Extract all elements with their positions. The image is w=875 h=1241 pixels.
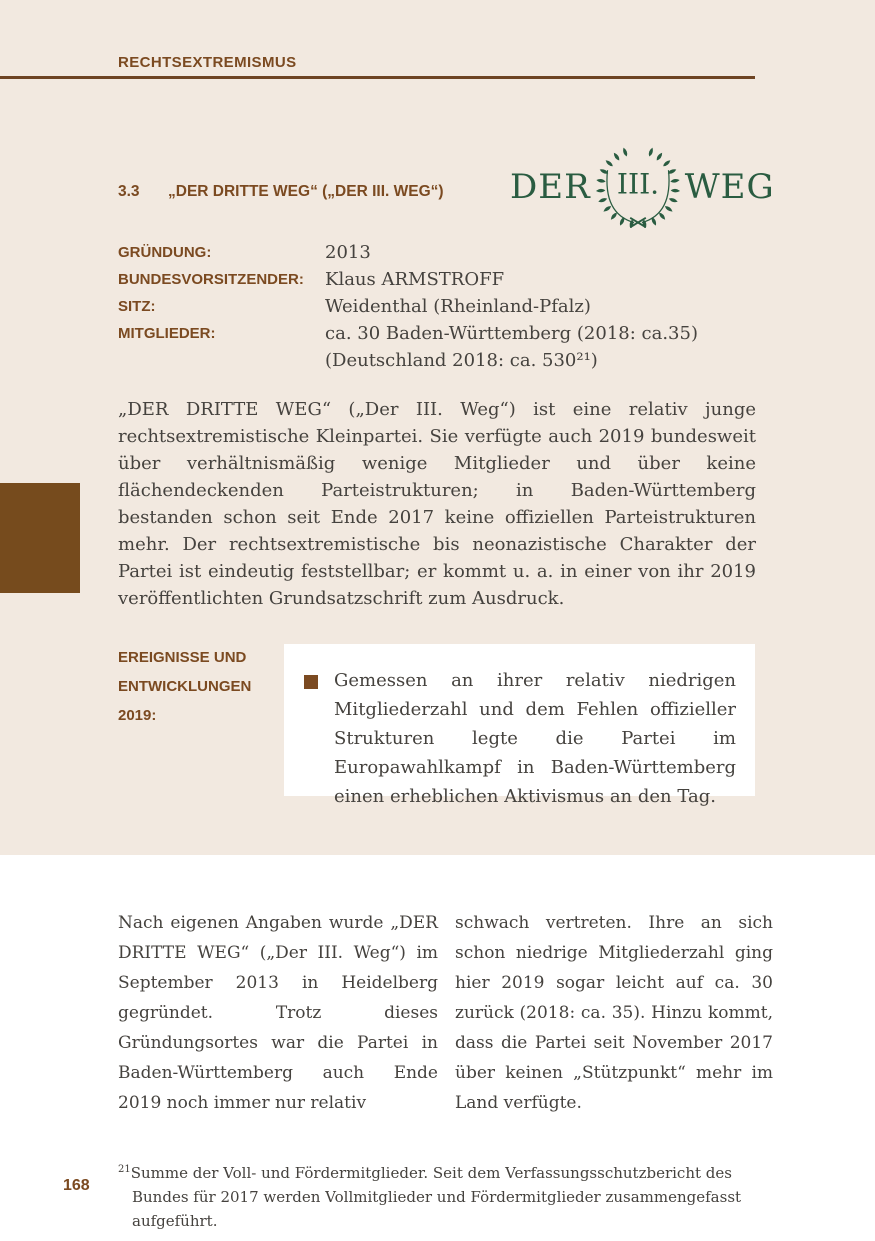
header-rule <box>0 76 755 79</box>
intro-paragraph: „DER DRITTE WEG“ („Der III. Weg“) ist eine relativ junge rechtsextremistische Kleinpartei. Sie verfügte auch 2019 bundesweit über verhältnismäßig wenige Mitglieder und über keine flächendeckenden Parteistrukturen; in Baden-Württemberg bestanden schon seit Ende 2017 keine offiziellen Parteistrukturen mehr. Der rechtsextremistische bis neonazistische Charakter der Partei ist eindeutig feststellbar; er kommt u. a. in einer von ihr 2019 veröffentlichten Grundsatzschrift zum Ausdruck. <box>118 399 756 609</box>
fact-label <box>118 347 325 374</box>
logo-word-weg: WEG <box>684 167 775 207</box>
fact-value: Weidenthal (Rheinland-Pfalz) <box>325 296 591 317</box>
party-logo <box>510 144 775 230</box>
laurel-wreath-icon <box>591 142 685 233</box>
section-number: 3.3 <box>118 183 140 200</box>
footnote-marker: 21 <box>118 1164 131 1175</box>
body-column-right: schwach vertreten. Ihre an sich schon niedrige Mitgliederzahl ging hier 2019 sogar leicht auf ca. 30 zurück (2018: ca. 35). Hinzu kommt, dass die Partei seit November 2017 über keinen „Stützpunkt“ mehr im Land verfügte. <box>455 913 773 1113</box>
running-header: RECHTSEXTREMISMUS <box>118 54 297 71</box>
fact-row-sitz <box>118 293 758 320</box>
fact-label: GRÜNDUNG: <box>118 244 212 261</box>
fact-row-gruendung <box>118 239 758 266</box>
fact-label: MITGLIEDER: <box>118 325 216 342</box>
fact-value: Klaus ARMSTROFF <box>325 269 505 290</box>
body-column-left: Nach eigenen Angaben wurde „DER DRITTE WEG“ („Der III. Weg“) im September 2013 in Heidelberg gegründet. Trotz dieses Gründungsortes war die Partei in Baden-Württemberg auch Ende 2019 noch immer nur relativ <box>118 913 438 1113</box>
page-number: 168 <box>63 1177 90 1194</box>
fact-label: SITZ: <box>118 298 156 315</box>
fact-value: ca. 30 Baden-Württemberg (2018: ca.35) <box>325 323 698 344</box>
events-label-line-1: EREIGNISSE UND <box>118 649 247 666</box>
party-fact-sheet <box>118 239 758 374</box>
fact-row-bundesvorsitzender <box>118 266 758 293</box>
fact-row-mitglieder <box>118 320 758 347</box>
footnote-text: Summe der Voll- und Fördermitglieder. Seit dem Verfassungsschutzbericht des Bundes für 2017 werden Vollmitglieder und Fördermitglieder zusammengefasst aufgeführt. <box>130 1164 742 1230</box>
fact-row-mitglieder-cont <box>118 347 758 374</box>
logo-numeral: III. <box>616 167 659 201</box>
section-title: „DER DRITTE WEG“ („DER III. WEG“) <box>168 183 444 200</box>
events-item-text: Gemessen an ihrer relativ niedrigen Mitgliederzahl und dem Fehlen offizieller Strukturen legte die Partei im Europawahlkampf in Baden-Württemberg einen erheblichen Aktivismus an den Tag. <box>334 670 736 807</box>
events-sidebar-label <box>118 643 251 730</box>
fact-value: 2013 <box>325 242 371 263</box>
fact-value: (Deutschland 2018: ca. 530²¹) <box>325 350 598 371</box>
chapter-margin-tab <box>0 483 80 593</box>
events-label-line-2: ENTWICKLUNGEN <box>118 678 252 695</box>
footnote <box>118 1158 777 1233</box>
fact-label: BUNDESVORSITZENDER: <box>118 271 304 288</box>
events-label-line-3: 2019: <box>118 707 157 724</box>
logo-word-der: DER <box>510 167 591 207</box>
events-highlight-box <box>284 644 755 807</box>
square-bullet-icon <box>304 675 318 689</box>
